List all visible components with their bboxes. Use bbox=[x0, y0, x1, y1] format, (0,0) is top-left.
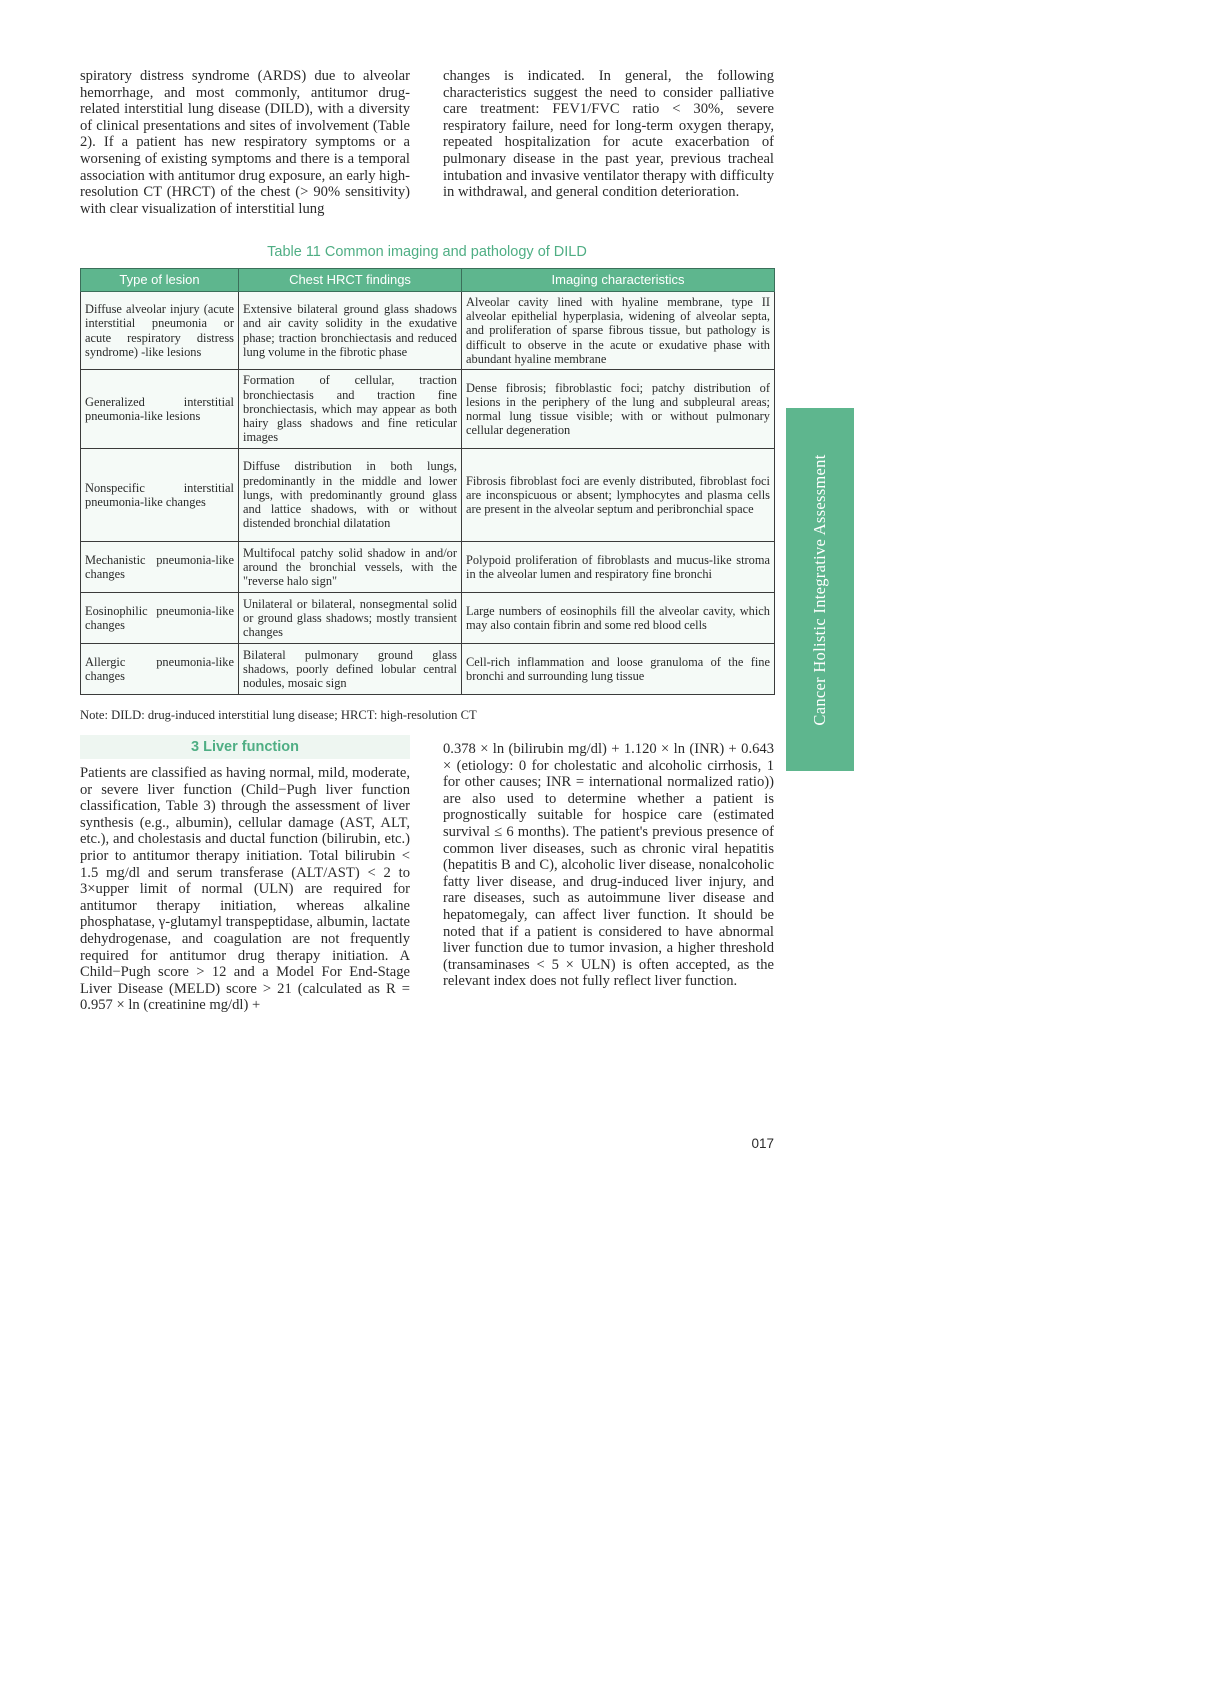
cell-imaging: Cell-rich inflammation and loose granuloma of the fine bronchi and surrounding lung tissue bbox=[462, 644, 775, 695]
cell-imaging: Polypoid proliferation of fibroblasts and mucus-like stroma in the alveolar lumen and respiratory fine bronchi bbox=[462, 542, 775, 593]
section-heading: 3 Liver function bbox=[80, 735, 410, 759]
side-tab bbox=[786, 408, 854, 771]
text-column-bottom-left bbox=[80, 765, 410, 1014]
cell-imaging: Dense fibrosis; fibroblastic foci; patchy distribution of lesions in the periphery of the lung and subpleural areas; normal lung tissue visible; with or without pulmonary cellular degeneration bbox=[462, 370, 775, 449]
cell-hrct: Multifocal patchy solid shadow in and/or around the bronchial vessels, with the "reverse halo sign" bbox=[239, 542, 462, 593]
cell-type: Diffuse alveolar injury (acute interstitial pneumonia or acute respiratory distress syndrome) -like lesions bbox=[81, 292, 239, 370]
header-imaging-characteristics: Imaging characteristics bbox=[462, 269, 775, 292]
table-caption: Table 11 Common imaging and pathology of DILD bbox=[267, 244, 587, 260]
cell-type: Mechanistic pneumonia-like changes bbox=[81, 542, 239, 593]
dild-table bbox=[80, 268, 775, 695]
cell-imaging: Large numbers of eosinophils fill the alveolar cavity, which may also contain fibrin and some red blood cells bbox=[462, 593, 775, 644]
table-row bbox=[81, 292, 775, 370]
paragraph: 0.378 × ln (bilirubin mg/dl) + 1.120 × ln (INR) + 0.643 × (etiology: 0 for cholestatic and alcoholic cirrhosis, 1 for other causes; INR = international normalized ratio)) are also used to determine whether a patient is prognostically suitable for hospice care (estimated survival ≤ 6 months). The patient's previous presence of common liver diseases, such as chronic viral hepatitis (hepatitis B and C), alcoholic liver disease, nonalcoholic fatty liver disease, and drug-induced liver injury, and rare diseases, such as autoimmune liver disease and hepatomegaly, can affect liver function. It should be noted that if a patient is considered to have abnormal liver function due to tumor invasion, a higher threshold (transaminases < 5 × ULN) is often accepted, as the relevant index does not fully reflect liver function. bbox=[443, 741, 774, 990]
cell-hrct: Extensive bilateral ground glass shadows and air cavity solidity in the exudative phase; traction bronchiectasis and reduced lung volume in the fibrotic phase bbox=[239, 292, 462, 370]
cell-hrct: Formation of cellular, traction bronchiectasis and traction fine bronchiectasis, which may appear as both hairy glass shadows and fine reticular images bbox=[239, 370, 462, 449]
table-header-row bbox=[81, 269, 775, 292]
page-number: 017 bbox=[751, 1136, 774, 1151]
paragraph: changes is indicated. In general, the following characteristics suggest the need to consider palliative care treatment: FEV1/FVC ratio < 30%, severe respiratory failure, need for long-term oxygen therapy, repeated hospitalization for acute exacerbation of pulmonary disease in the past year, previous tracheal intubation and invasive ventilator therapy with difficulty in withdrawal, and general condition deterioration. bbox=[443, 68, 774, 201]
cell-type: Nonspecific interstitial pneumonia-like changes bbox=[81, 449, 239, 542]
header-chest-hrct-findings: Chest HRCT findings bbox=[239, 269, 462, 292]
cell-type: Eosinophilic pneumonia-like changes bbox=[81, 593, 239, 644]
table-row bbox=[81, 593, 775, 644]
cell-hrct: Unilateral or bilateral, nonsegmental solid or ground glass shadows; mostly transient changes bbox=[239, 593, 462, 644]
text-column-top-right bbox=[443, 68, 774, 201]
cell-hrct: Diffuse distribution in both lungs, predominantly in the middle and lower lungs, with predominantly ground glass and lattice shadows, with or without distended bronchial dilatation bbox=[239, 449, 462, 542]
table-row bbox=[81, 644, 775, 695]
table-row bbox=[81, 449, 775, 542]
cell-imaging: Fibrosis fibroblast foci are evenly distributed, fibroblast foci are inconspicuous or absent; lymphocytes and plasma cells are present in the alveolar septum and peribronchial space bbox=[462, 449, 775, 542]
cell-hrct: Bilateral pulmonary ground glass shadows, poorly defined lobular central nodules, mosaic sign bbox=[239, 644, 462, 695]
cell-imaging: Alveolar cavity lined with hyaline membrane, type II alveolar epithelial hyperplasia, widening of alveolar septa, and proliferation of sparse fibrous tissue, but pathology is difficult to observe in the acute or exudative phase with abundant hyaline membrane bbox=[462, 292, 775, 370]
table-row bbox=[81, 542, 775, 593]
text-column-top-left bbox=[80, 68, 410, 217]
table-note: Note: DILD: drug-induced interstitial lung disease; HRCT: high-resolution CT bbox=[80, 708, 477, 722]
paragraph: Patients are classified as having normal, mild, moderate, or severe liver function (Child−Pugh liver function classification, Table 3) through the assessment of liver synthesis (e.g., albumin), cellular damage (AST, ALT, etc.), and cholestasis and ductal function (bilirubin, etc.) prior to antitumor therapy initiation. Total bilirubin < 1.5 mg/dl and serum transferase (ALT/AST) < 2 to 3×upper limit of normal (ULN) are required for antitumor therapy initiation, whereas alkaline phosphatase, γ-glutamyl transpeptidase, albumin, lactate dehydrogenase, and coagulation are not frequently required for antitumor drug therapy initiation. A Child−Pugh score > 12 and a Model For End-Stage Liver Disease (MELD) score > 21 (calculated as R = 0.957 × ln (creatinine mg/dl) + bbox=[80, 765, 410, 1014]
cell-type: Allergic pneumonia-like changes bbox=[81, 644, 239, 695]
table-row bbox=[81, 370, 775, 449]
paragraph: spiratory distress syndrome (ARDS) due to alveolar hemorrhage, and most commonly, antitumor drug-related interstitial lung disease (DILD), with a diversity of clinical presentations and sites of involvement (Table 2). If a patient has new respiratory symptoms or a worsening of existing symptoms and there is a temporal association with antitumor drug exposure, an early high-resolution CT (HRCT) of the chest (> 90% sensitivity) with clear visualization of interstitial lung bbox=[80, 68, 410, 217]
header-type-of-lesion: Type of lesion bbox=[81, 269, 239, 292]
side-tab-label: Cancer Holistic Integrative Assessment bbox=[810, 453, 829, 726]
text-column-bottom-right bbox=[443, 741, 774, 990]
cell-type: Generalized interstitial pneumonia-like lesions bbox=[81, 370, 239, 449]
